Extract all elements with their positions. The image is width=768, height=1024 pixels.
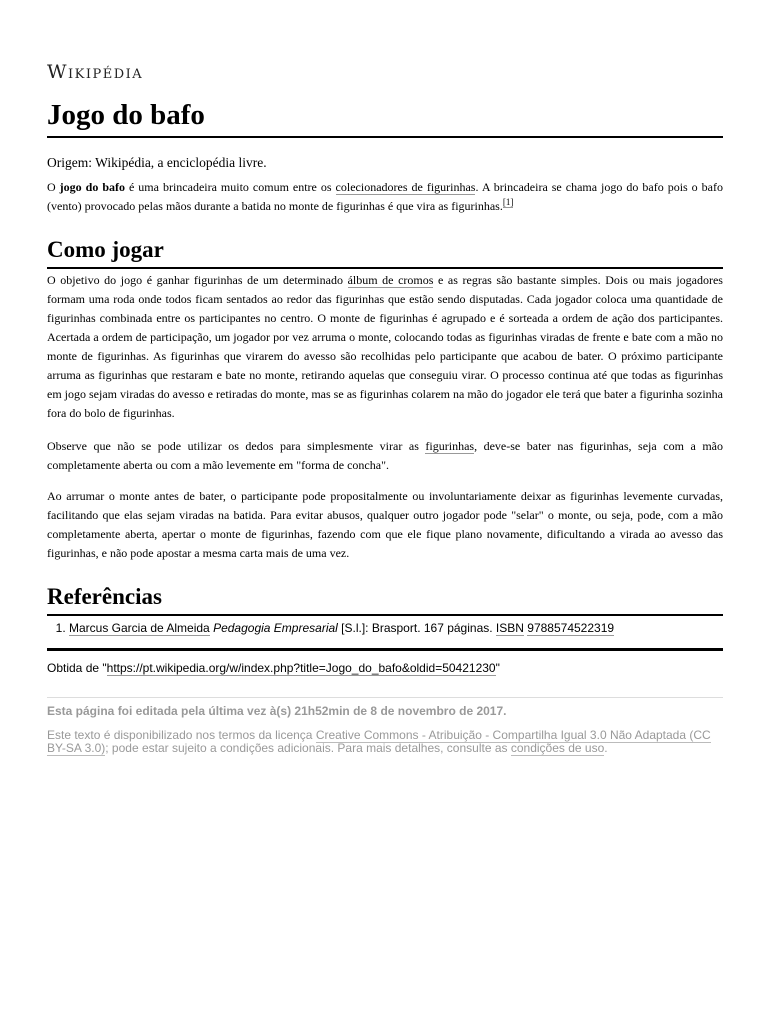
footnote-ref-1[interactable]: [1]	[502, 197, 514, 207]
terms-of-use-link[interactable]: condições de uso	[510, 741, 605, 755]
last-edited-note: Esta página foi editada pela última vez à(s) 21h52min de 8 de novembro de 2017.	[47, 704, 507, 718]
permanent-url-link[interactable]: https://pt.wikipedia.org/w/index.php?title=Jogo_do_bafo&oldid=50421230	[106, 661, 496, 675]
license-text-c: .	[604, 741, 608, 755]
para2-text-b: , deve-se bater nas figurinhas, seja com a mão completamente aberta ou com a mão levemente em "forma de concha".	[47, 439, 723, 472]
obtida-end: "	[495, 661, 500, 675]
ref-author-link[interactable]: Marcus Garcia de Almeida	[69, 621, 210, 635]
link-colecionadores[interactable]: colecionadores de figurinhas	[335, 180, 476, 194]
origin-line: Origem: Wikipédia, a enciclopédia livre.	[47, 155, 267, 170]
como-jogar-paragraph-2	[47, 437, 723, 475]
intro-text-2: é uma brincadeira muito comum entre os	[125, 180, 336, 194]
license-text-b: ; pode estar sujeito a condições adicionais. Para mais detalhes, consulte as	[105, 741, 511, 755]
obtida-line	[47, 661, 500, 675]
link-album-de-cromos[interactable]: álbum de cromos	[347, 273, 434, 287]
como-jogar-paragraph-3: Ao arrumar o monte antes de bater, o participante pode propositalmente ou involuntariamente deixar as figurinhas levemente curvadas, facilitando que elas sejam viradas na batida. Para evitar abusos, qualquer outro jogador pode "selar" o monte, ou seja, pode, com a mão completamente aberta, apertar o monte de figurinhas, fazendo com que ele fique plano novamente, dificultando a virada ao avesso das figurinhas, e não pode apostar a mesma carta mais de uma vez.	[47, 489, 723, 560]
section-heading-referencias: Referências	[47, 582, 723, 616]
para1-text-b: e as regras são bastante simples. Dois ou mais jogadores formam uma roda onde todos ficam sentados ao redor das figurinhas que estão sendo disputadas. Cada jogador coloca uma quantidade de figurinhas combinada entre os participantes no centro. O monte de figurinhas é agrupado e é sorteada a ordem de ação dos participantes. Acertada a ordem de participação, um jogador por vez arruma o monte, colocando todas as figurinhas viradas de frente e bate com a mão no monte de figurinhas. As figurinhas que virarem do avesso são recolhidas pelo participante que acabou de bater. O próximo participante arruma as figurinhas que restaram e bate no monte, retirando aquelas que conseguiu virar. O processo continua até que todas as figurinhas em jogo sejam viradas do avesso e retiradas do monte, mas se as figurinhas colarem na mão do jogador ele terá que bater a figurinha sozinha fora do bolo de figurinhas.	[47, 273, 723, 420]
wikipedia-logo[interactable]: Wikipédia	[47, 61, 144, 83]
intro-text-3: . A brincadeira se chama jogo do bafo pois o bafo (vento) provocado pelas mãos durante a batida no monte de figurinhas é que vira as figurinhas.	[47, 180, 724, 213]
intro-paragraph	[47, 178, 723, 216]
link-figurinhas[interactable]: figurinhas	[425, 439, 475, 453]
reference-item	[69, 621, 614, 635]
como-jogar-paragraph-1	[47, 271, 723, 423]
para1-text-a: O objetivo do jogo é ganhar figurinhas de um determinado	[47, 273, 348, 287]
footer-divider	[47, 648, 723, 651]
license-cc-link[interactable]: Creative Commons - Atribuição - Compartilha Igual 3.0 Não Adaptada (CC BY-SA 3.0)	[47, 728, 711, 755]
isbn-link[interactable]: ISBN	[495, 621, 524, 635]
intro-bold-term: jogo do bafo	[59, 180, 125, 194]
intro-text-1: O	[47, 180, 60, 194]
isbn-number-link[interactable]: 9788574522319	[527, 621, 615, 635]
obtida-label: Obtida de "	[47, 661, 107, 675]
ref-book-title: Pedagogia Empresarial	[213, 621, 338, 635]
ref-publisher: [S.l.]: Brasport. 167 páginas.	[337, 621, 496, 635]
section-heading-como-jogar: Como jogar	[47, 235, 723, 269]
license-note	[47, 729, 723, 755]
footer-thin-divider	[47, 697, 723, 698]
para2-text-a: Observe que não se pode utilizar os dedos para simplesmente virar as	[47, 439, 426, 453]
license-text-a: Este texto é disponibilizado nos termos da licença	[47, 728, 316, 742]
page-title: Jogo do bafo	[47, 96, 723, 138]
references-list	[47, 621, 614, 635]
